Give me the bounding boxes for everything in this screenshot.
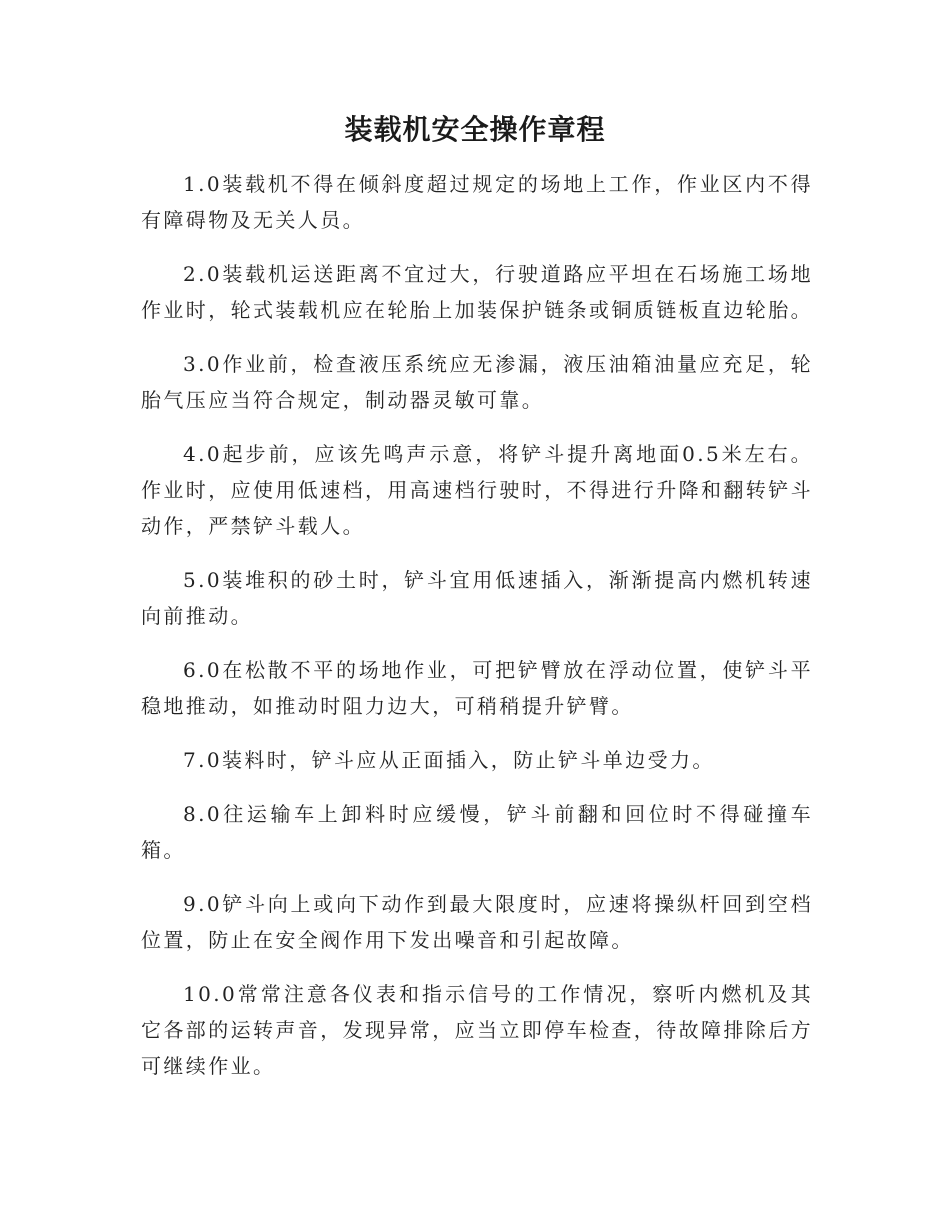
document-title: 装载机安全操作章程 [344,113,606,146]
paragraph-3: 3.0作业前，检查液压系统应无渗漏，液压油箱油量应充足，轮胎气压应当符合规定，制动器灵敏可靠。 [141,352,813,412]
paragraph-9: 9.0铲斗向上或向下动作到最大限度时，应速将操纵杆回到空档位置，防止在安全阀作用下发出噪音和引起故障。 [141,892,813,952]
document-body [141,166,813,1102]
paragraph-8: 8.0往运输车上卸料时应缓慢，铲斗前翻和回位时不得碰撞车箱。 [141,802,813,862]
paragraph-2: 2.0装载机运送距离不宜过大，行驶道路应平坦在石场施工场地作业时，轮式装载机应在轮胎上加装保护链条或铜质链板直边轮胎。 [141,262,813,322]
paragraph-6: 6.0在松散不平的场地作业，可把铲臂放在浮动位置，使铲斗平稳地推动，如推动时阻力边大，可稍稍提升铲臂。 [141,658,813,718]
paragraph-4: 4.0起步前，应该先鸣声示意，将铲斗提升离地面0.5米左右。作业时，应使用低速档，用高速档行驶时，不得进行升降和翻转铲斗动作，严禁铲斗载人。 [141,442,813,538]
paragraph-7: 7.0装料时，铲斗应从正面插入，防止铲斗单边受力。 [183,748,715,772]
paragraph-10: 10.0常常注意各仪表和指示信号的工作情况，察听内燃机及其它各部的运转声音，发现异常，应当立即停车检查，待故障排除后方可继续作业。 [141,982,813,1078]
paragraph-5: 5.0装堆积的砂土时，铲斗宜用低速插入，渐渐提高内燃机转速向前推动。 [141,568,813,628]
paragraph-1: 1.0装载机不得在倾斜度超过规定的场地上工作，作业区内不得有障碍物及无关人员。 [141,172,813,232]
